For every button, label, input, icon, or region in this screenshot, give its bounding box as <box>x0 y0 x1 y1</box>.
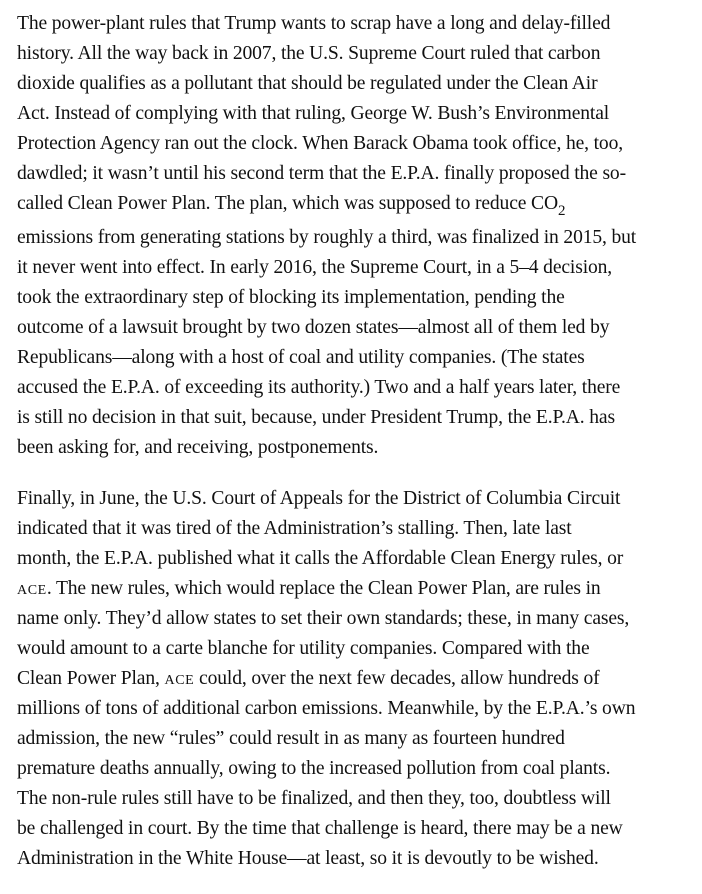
text-line: emissions from generating stations by roughly a third, was finalized in 2015, but <box>17 227 637 248</box>
text-line <box>17 664 691 694</box>
subscript: 2 <box>557 203 566 219</box>
text-line: millions of tons of additional carbon emissions. Meanwhile, by the E.P.A.’s own <box>17 698 636 719</box>
text-line: took the extraordinary step of blocking its implementation, pending the <box>17 287 565 308</box>
text-line: it never went into effect. In early 2016, the Supreme Court, in a 5–4 decision, <box>17 257 613 278</box>
text-segment: . The new rules, which would replace the Clean Power Plan, are rules in <box>46 578 601 599</box>
text-line: history. All the way back in 2007, the U.S. Supreme Court ruled that carbon <box>17 43 601 64</box>
text-line: month, the E.P.A. published what it calls the Affordable Clean Energy rules, or <box>17 548 624 569</box>
text-line-with-subscript <box>17 189 691 223</box>
text-segment: Clean Power Plan, <box>17 668 165 689</box>
text-segment: could, over the next few decades, allow hundreds of <box>194 668 600 689</box>
article-body <box>17 9 691 874</box>
text-line: Protection Agency ran out the clock. When Barack Obama took office, he, too, <box>17 133 623 154</box>
text-line: Act. Instead of complying with that ruling, George W. Bush’s Environmental <box>17 103 610 124</box>
text-segment: called Clean Power Plan. The plan, which was supposed to reduce CO <box>17 193 558 214</box>
text-line <box>17 574 691 604</box>
text-line: been asking for, and receiving, postponements. <box>17 437 379 458</box>
text-line: dawdled; it wasn’t until his second term that the E.P.A. finally proposed the so- <box>17 163 626 184</box>
text-line: be challenged in court. By the time that challenge is heard, there may be a new <box>17 818 623 839</box>
text-line: Administration in the White House—at least, so it is devoutly to be wished. <box>17 848 599 869</box>
text-line: name only. They’d allow states to set their own standards; these, in many cases, <box>17 608 630 629</box>
text-line: would amount to a carte blanche for utility companies. Compared with the <box>17 638 590 659</box>
text-line: indicated that it was tired of the Administration’s stalling. Then, late last <box>17 518 572 539</box>
paragraph-2 <box>17 484 691 874</box>
text-line: accused the E.P.A. of exceeding its authority.) Two and a half years later, there <box>17 377 621 398</box>
text-line: dioxide qualifies as a pollutant that should be regulated under the Clean Air <box>17 73 598 94</box>
paragraph-1 <box>17 9 691 463</box>
text-line: outcome of a lawsuit brought by two dozen states—almost all of them led by <box>17 317 610 338</box>
text-line: is still no decision in that suit, because, under President Trump, the E.P.A. has <box>17 407 615 428</box>
text-line: admission, the new “rules” could result in as many as fourteen hundred <box>17 728 565 749</box>
abbreviation-ace: ace <box>164 668 195 689</box>
text-line: Republicans—along with a host of coal and utility companies. (The states <box>17 347 585 368</box>
text-line: The non-rule rules still have to be finalized, and then they, too, doubtless will <box>17 788 611 809</box>
text-line: The power-plant rules that Trump wants to scrap have a long and delay-filled <box>17 13 611 34</box>
text-line: premature deaths annually, owing to the increased pollution from coal plants. <box>17 758 611 779</box>
text-line: Finally, in June, the U.S. Court of Appeals for the District of Columbia Circuit <box>17 488 621 509</box>
abbreviation-ace: ace <box>17 578 47 599</box>
